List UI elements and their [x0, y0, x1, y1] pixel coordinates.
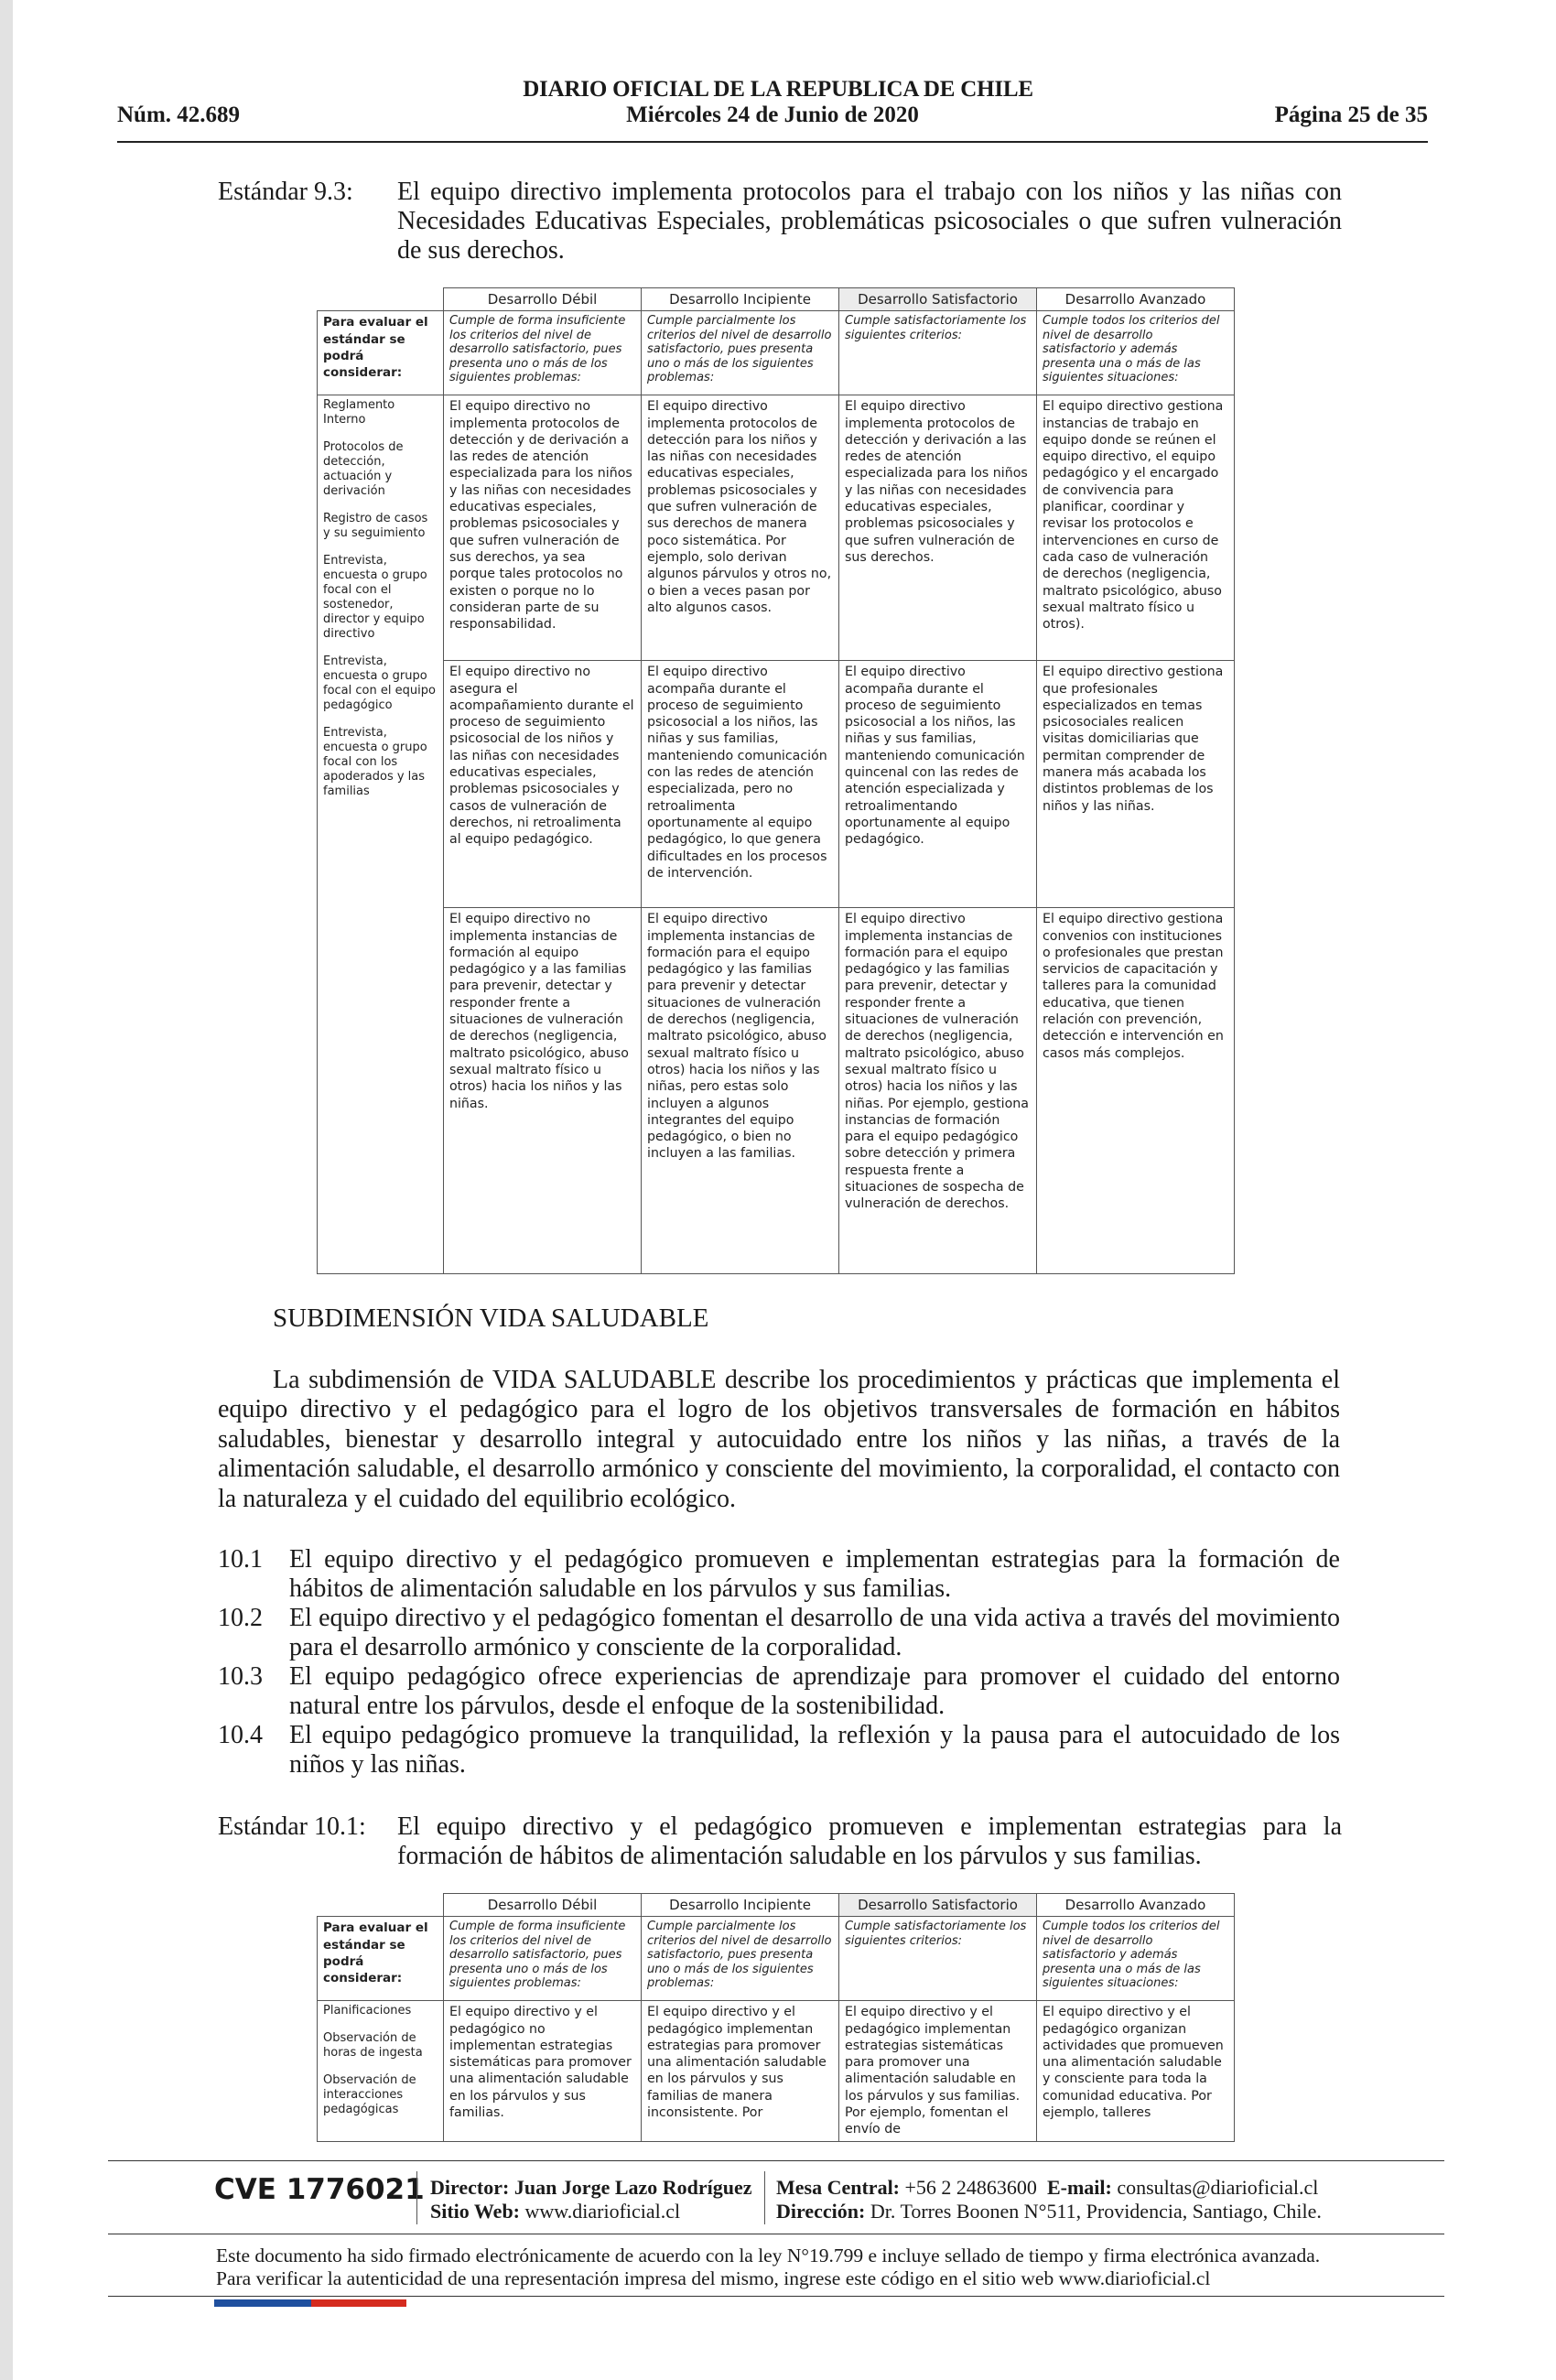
evidence-source: Observación de interacciones pedagógicas: [323, 2073, 416, 2117]
table-cell: El equipo directivo y el pedagógico no implementan estrategias sistemáticas para promover una alimentación saludable en los párvulos y sus familias.: [444, 2001, 642, 2141]
phone-number: +56 2 24863600: [904, 2176, 1037, 2199]
table-cell: El equipo directivo no implementa protocolos de detección y de derivación a las redes de atención especializada para los niños y las niñas con necesidades educativas especiales, problemas psicosociales y que sufren vulneración de sus derechos, ya sea porque tales protocolos no existen o porque no lo consideran parte de su responsabilidad.: [444, 395, 642, 661]
page-number: Página 25 de 35: [1274, 103, 1428, 127]
standard-label: Estándar 9.3:: [218, 178, 353, 206]
evaluate-label: Para evaluar el estándar se podrá considerar:: [318, 1917, 444, 2001]
evaluate-label: Para evaluar el estándar se podrá considerar:: [318, 311, 444, 395]
table-cell: El equipo directivo y el pedagógico organizan actividades que promueven una alimentación saludable y consciente para toda la comunidad educativa. Por ejemplo, talleres: [1037, 2001, 1235, 2141]
header-corner: [318, 1894, 444, 1917]
web-label: Sitio Web:: [430, 2200, 521, 2223]
header-cell: Desarrollo Débil: [444, 288, 642, 311]
address-label: Dirección:: [776, 2200, 866, 2223]
descriptor-row: [318, 1917, 1235, 2001]
evidence-source: Entrevista, encuesta o grupo focal con el sostenedor, director y equipo directivo: [323, 554, 427, 642]
email-label: E-mail:: [1046, 2176, 1112, 2199]
signature-note: Este documento ha sido firmado electrónicamente de acuerdo con la ley N°19.799 e incluye sellado de tiempo y firma electrónica avanzada. Para verificar la autenticidad de una representación impresa del mismo, ingrese este código en el sitio web www.diarioficial.cl: [216, 2245, 1321, 2289]
item-number: 10.1: [218, 1545, 263, 1574]
subdimension-title: SUBDIMENSIÓN VIDA SALUDABLE: [273, 1304, 709, 1333]
header-cell: Desarrollo Avanzado: [1037, 1894, 1235, 1917]
table-row: [318, 395, 1235, 661]
descriptor-cell: Cumple satisfactoriamente los siguientes criterios:: [839, 1917, 1037, 2001]
item-text: El equipo directivo y el pedagógico promueven e implementan estrategias para la formación de hábitos de alimentación saludable en los párvulos y sus familias.: [289, 1545, 1340, 1603]
table-cell: El equipo directivo implementa instancias de formación para el equipo pedagógico y las familias para prevenir, detectar y responder frente a situaciones de vulneración de derechos (negligencia, maltrato psicológico, abuso sexual maltrato físico u otros) hacia los niños y las niñas. Por ejemplo, gestiona instancias de formación para el equipo pedagógico sobre detección y primera respuesta frente a situaciones de sospecha de vulneración de derechos.: [839, 908, 1037, 1274]
header-divider: [117, 141, 1428, 143]
issue-number: Núm. 42.689: [117, 103, 241, 127]
header-cell: Desarrollo Avanzado: [1037, 288, 1235, 311]
evidence-sources: [318, 2001, 444, 2141]
evidence-sources: [318, 395, 444, 1274]
evidence-source: Protocolos de detección, actuación y derivación: [323, 440, 404, 499]
table-row: [318, 908, 1235, 1274]
table-cell: El equipo directivo gestiona convenios con instituciones o profesionales que prestan servicios de capacitación y talleres para la comunidad educativa, que tienen relación con prevención, detección e intervención en casos más complejos.: [1037, 908, 1235, 1274]
descriptor-cell: Cumple todos los criterios del nivel de desarrollo satisfactorio y además presenta una o más de las siguientes situaciones:: [1037, 1917, 1235, 2001]
footer-director-block: [430, 2176, 752, 2223]
descriptor-row: [318, 311, 1235, 395]
table-cell: El equipo directivo no implementa instancias de formación al equipo pedagógico y a las familias para prevenir, detectar y responder frente a situaciones de vulneración de derechos (negligencia, maltrato psicológico, abuso sexual maltrato físico u otros) hacia los niños y las niñas.: [444, 908, 642, 1274]
rubric-table-9-3: [317, 287, 1235, 1274]
table-cell: El equipo directivo implementa protocolos de detección y derivación a las redes de atención especializada para los niños y las niñas con necesidades educativas especiales, problemas psicosociales y que sufren vulneración de sus derechos.: [839, 395, 1037, 661]
footer-contact-block: [776, 2176, 1322, 2223]
table-cell: El equipo directivo acompaña durante el proceso de seguimiento psicosocial a los niños, las niñas y sus familias, manteniendo comunicación con las redes de atención especializada, pero no retroalimenta oportunamente al equipo pedagógico, lo que genera dificultades en los procesos de intervención.: [642, 661, 839, 908]
table-header-row: [318, 288, 1235, 311]
standard-text: El equipo directivo implementa protocolos para el trabajo con los niños y las niñas con Necesidades Educativas Especiales, problemáticas psicosociales o que sufren vulneración de sus derechos.: [397, 178, 1342, 265]
header-cell: Desarrollo Incipiente: [642, 1894, 839, 1917]
web-link[interactable]: www.diarioficial.cl: [524, 2200, 681, 2223]
footer-separator: [416, 2171, 417, 2224]
flag-stripe-blue: [214, 2299, 311, 2307]
paragraph-text: La subdimensión de VIDA SALUDABLE describe los procedimientos y prácticas que implementa el equipo directivo y el pedagógico para el logro de los objetivos transversales de formación en hábitos saludables, bienestar y desarrollo integral y autocuidado entre los niños y las niñas, a través de la alimentación saludable, el desarrollo armónico y consciente del movimiento, la corporalidad, el contacto con la naturaleza y el cuidado del equilibrio ecológico.: [218, 1366, 1340, 1513]
header-cell: Desarrollo Incipiente: [642, 288, 839, 311]
descriptor-cell: Cumple parcialmente los criterios del nivel de desarrollo satisfactorio, pues presenta uno o más de los siguientes problemas:: [642, 1917, 839, 2001]
rubric-table-10-1: [317, 1893, 1235, 2142]
header-corner: [318, 288, 444, 311]
footer-divider-bottom: [108, 2296, 1444, 2297]
director-label: Director:: [430, 2176, 510, 2199]
standard-label: Estándar 10.1:: [218, 1812, 366, 1841]
footer-separator: [764, 2171, 765, 2224]
header-cell: Desarrollo Débil: [444, 1894, 642, 1917]
table-cell: El equipo directivo gestiona que profesionales especializados en temas psicosociales realicen visitas domiciliarias que permitan comprender de manera más acabada los distintos problemas de los niños y las niñas.: [1037, 661, 1235, 908]
table-cell: El equipo directivo y el pedagógico implementan estrategias para promover una alimentación saludable en los párvulos y sus familias de manera inconsistente. Por: [642, 2001, 839, 2141]
table-row: [318, 661, 1235, 908]
evidence-source: Entrevista, encuesta o grupo focal con el equipo pedagógico: [323, 654, 436, 713]
standard-text: El equipo directivo y el pedagógico promueven e implementan estrategias para la formación de hábitos de alimentación saludable en los párvulos y sus familias.: [397, 1812, 1342, 1870]
header-cell: Desarrollo Satisfactorio: [839, 288, 1037, 311]
evidence-source: Planificaciones: [323, 2004, 412, 2018]
director-name: Juan Jorge Lazo Rodríguez: [513, 2176, 752, 2199]
descriptor-cell: Cumple de forma insuficiente los criterios del nivel de desarrollo satisfactorio, pues presenta uno o más de los siguientes problemas:: [444, 1917, 642, 2001]
issue-date: Miércoles 24 de Junio de 2020: [626, 103, 919, 127]
descriptor-cell: Cumple satisfactoriamente los siguientes criterios:: [839, 311, 1037, 395]
evidence-source: Registro de casos y su seguimiento: [323, 512, 428, 541]
footer-divider-top: [108, 2160, 1444, 2161]
table-row: [318, 2001, 1235, 2141]
flag-stripe-red: [311, 2299, 406, 2307]
table-header-row: [318, 1894, 1235, 1917]
header-cell: Desarrollo Satisfactorio: [839, 1894, 1037, 1917]
evidence-source: Reglamento Interno: [323, 398, 395, 427]
table-cell: El equipo directivo no asegura el acompañamiento durante el proceso de seguimiento psicosocial de los niños y las niñas con necesidades educativas especiales, problemas psicosociales y casos de vulneración de derechos, ni retroalimenta al equipo pedagógico.: [444, 661, 642, 908]
item-text: El equipo pedagógico promueve la tranquilidad, la reflexión y la pausa para el autocuidado de los niños y las niñas.: [289, 1721, 1340, 1779]
table-cell: El equipo directivo implementa instancias de formación para el equipo pedagógico y las familias para prevenir y detectar situaciones de vulneración de derechos (negligencia, maltrato psicológico, abuso sexual maltrato físico u otros) hacia los niños y las niñas, pero estas solo incluyen a algunos integrantes del equipo pedagógico, o bien no incluyen a las familias.: [642, 908, 839, 1274]
item-number: 10.4: [218, 1721, 263, 1749]
rubric-table-10-1-clip: [317, 1893, 1236, 2137]
item-number: 10.2: [218, 1604, 263, 1632]
address-text: Dr. Torres Boonen N°511, Providencia, Santiago, Chile.: [870, 2200, 1322, 2223]
evidence-source: Observación de horas de ingesta: [323, 2031, 423, 2061]
descriptor-cell: Cumple todos los criterios del nivel de desarrollo satisfactorio y además presenta una o más de las siguientes situaciones:: [1037, 311, 1235, 395]
phone-label: Mesa Central:: [776, 2176, 901, 2199]
item-text: El equipo directivo y el pedagógico fomentan el desarrollo de una vida activa a través del movimiento para el desarrollo armónico y consciente de la corporalidad.: [289, 1604, 1340, 1661]
descriptor-cell: Cumple de forma insuficiente los criterios del nivel de desarrollo satisfactorio, pues presenta uno o más de los siguientes problemas:: [444, 311, 642, 395]
descriptor-cell: Cumple parcialmente los criterios del nivel de desarrollo satisfactorio, pues presenta uno o más de los siguientes problemas:: [642, 311, 839, 395]
gazette-title: DIARIO OFICIAL DE LA REPUBLICA DE CHILE: [523, 77, 1033, 102]
subdimension-paragraph: [218, 1366, 1340, 1514]
table-cell: El equipo directivo acompaña durante el proceso de seguimiento psicosocial a los niños, las niñas y sus familias, manteniendo comunicación quincenal con las redes de atención especializada y retroalimentando oportunamente al equipo pedagógico.: [839, 661, 1037, 908]
table-cell: El equipo directivo implementa protocolos de detección para los niños y las niñas con necesidades educativas especiales, problemas psicosociales y que sufren vulneración de sus derechos de manera poco sistemática. Por ejemplo, solo derivan algunos párvulos y otros no, o bien a veces pasan por alto algunos casos.: [642, 395, 839, 661]
cve-code: CVE 1776021: [214, 2173, 425, 2206]
table-cell: El equipo directivo gestiona instancias de trabajo en equipo donde se reúnen el equipo directivo, el equipo pedagógico y el encargado de convivencia para planificar, coordinar y revisar los protocolos e intervenciones en curso de cada caso de vulneración de derechos (negligencia, maltrato psicológico, abuso sexual maltrato físico u otros).: [1037, 395, 1235, 661]
item-text: El equipo pedagógico ofrece experiencias de aprendizaje para promover el cuidado del entorno natural entre los párvulos, desde el enfoque de la sostenibilidad.: [289, 1662, 1340, 1720]
email-link[interactable]: consultas@diarioficial.cl: [1117, 2176, 1319, 2199]
table-cell: El equipo directivo y el pedagógico implementan estrategias sistemáticas para promover una alimentación saludable en los párvulos y sus familias. Por ejemplo, fomentan el envío de: [839, 2001, 1037, 2141]
item-number: 10.3: [218, 1662, 263, 1691]
evidence-source: Entrevista, encuesta o grupo focal con los apoderados y las familias: [323, 726, 427, 799]
